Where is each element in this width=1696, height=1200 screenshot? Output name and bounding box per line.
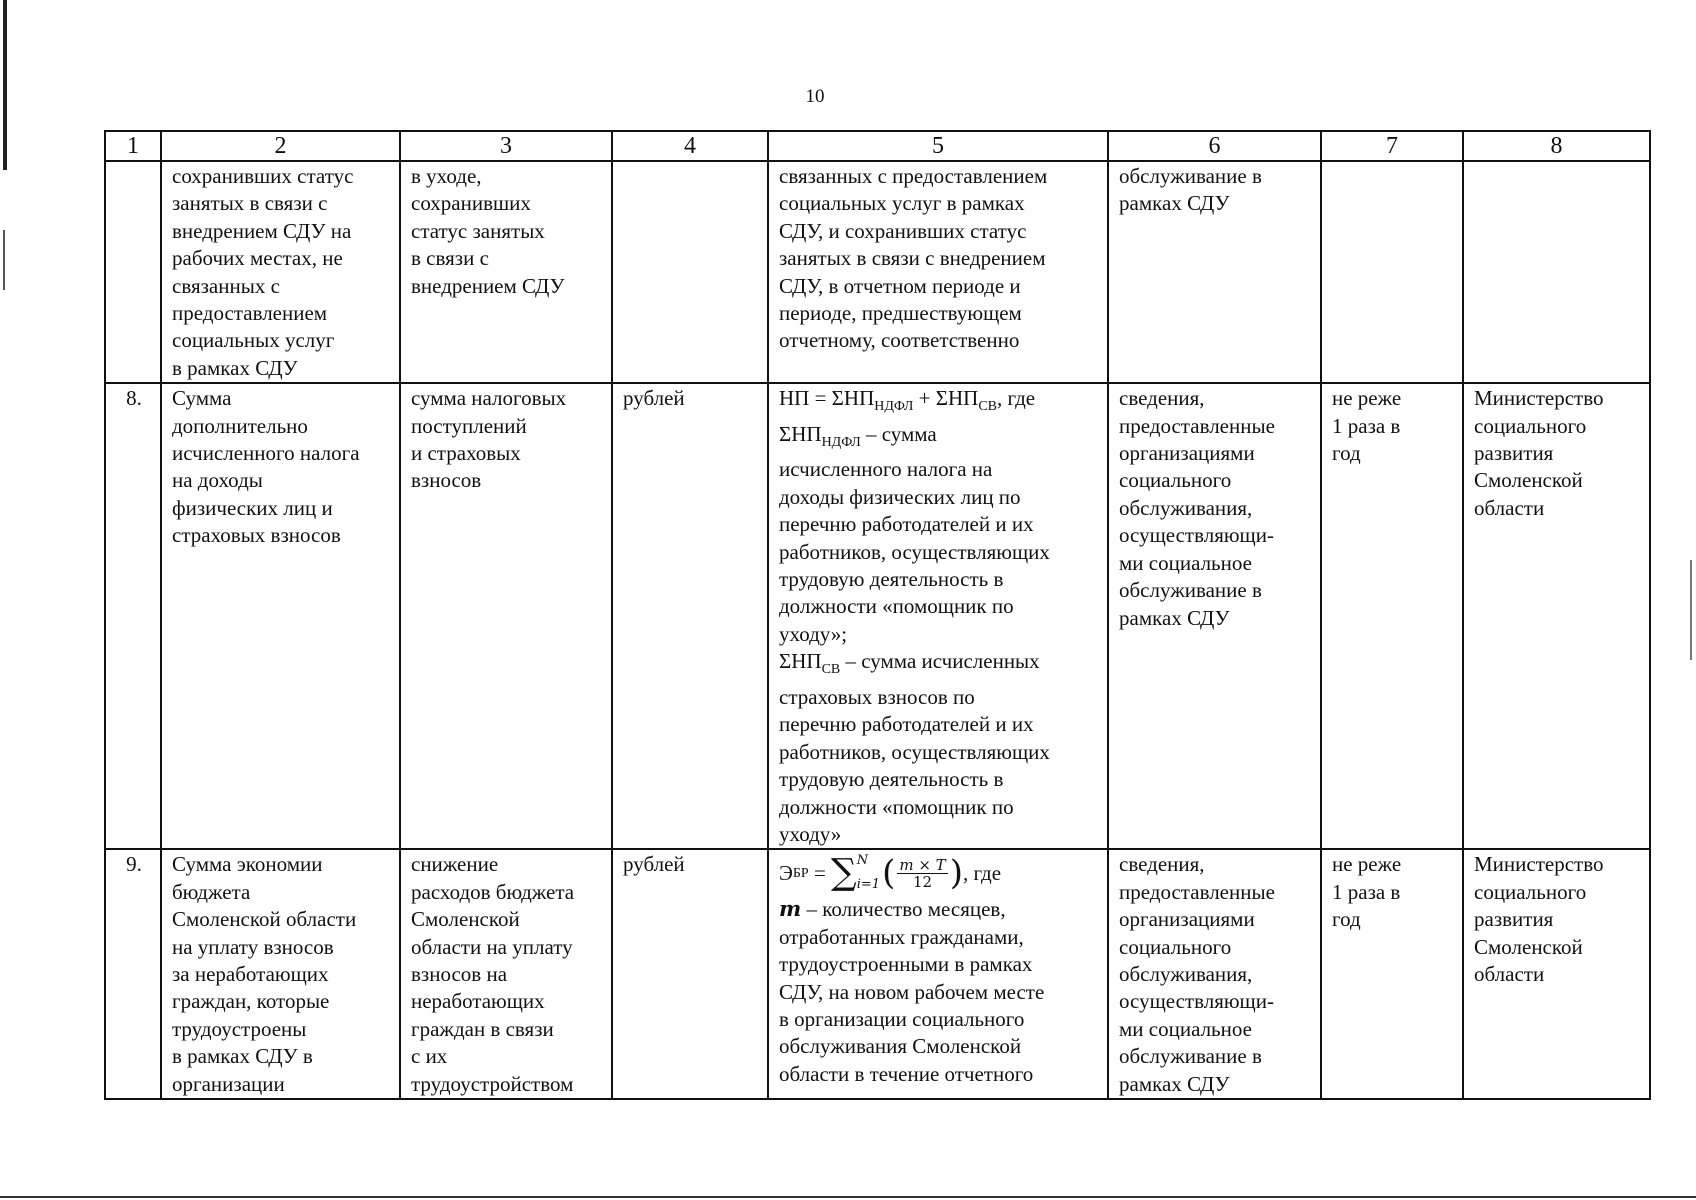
text-line: Сумма (172, 386, 232, 411)
row-number-cell (105, 161, 161, 383)
responsible-cell (1463, 849, 1650, 1099)
formula-part: – сумма (860, 421, 937, 446)
text-line: области (1474, 961, 1545, 986)
table-row (105, 849, 1650, 1099)
unit-cell: рублей (612, 849, 768, 1099)
scan-edge-mark (1690, 560, 1692, 660)
scan-edge-mark (3, 0, 7, 170)
formula-variable: m (779, 896, 802, 922)
text-line: обслуживание в (1119, 578, 1262, 603)
formula-part: ΣНП (779, 421, 822, 446)
definition-cell (400, 849, 612, 1099)
text-line: отчетному, соответственно (779, 328, 1020, 353)
column-header: 3 (400, 131, 612, 161)
text-line: сведения, (1119, 386, 1205, 411)
text-line: Министерство (1474, 386, 1604, 411)
text-line: взносов (411, 468, 482, 493)
text-line: развития (1474, 907, 1554, 932)
fraction-numerator: m × T (899, 855, 946, 874)
sigma-symbol: ∑ (831, 852, 857, 894)
column-header: 4 (612, 131, 768, 161)
row-number-cell: 8. (105, 383, 161, 849)
header-row (105, 131, 1650, 161)
text-line: неработающих (411, 989, 545, 1014)
text-line: с их (411, 1044, 448, 1069)
text-line: социального (1474, 413, 1587, 438)
column-header: 2 (161, 131, 400, 161)
formula-part: , где (962, 860, 1002, 885)
table-row (105, 383, 1650, 849)
text-line: за неработающих (172, 961, 329, 986)
text-line: рамках СДУ (1119, 605, 1230, 630)
text-line: физических лиц и (172, 495, 333, 520)
text-line: расходов бюджета (411, 879, 575, 904)
text-line: связанных с (172, 273, 280, 298)
formula-subscript: СВ (978, 399, 997, 415)
text-line: в организации социального (779, 1006, 1025, 1031)
formula-part: НП = ΣНП (779, 386, 875, 411)
formula-part: + ΣНП (913, 386, 979, 411)
method-cell (768, 383, 1108, 849)
summation-limits (857, 854, 880, 892)
text-line: работников, осуществляющих (779, 739, 1050, 764)
frequency-cell (1321, 849, 1463, 1099)
text-line: обслуживания Смоленской (779, 1034, 1022, 1059)
text-line: области в течение отчетного (779, 1061, 1034, 1086)
column-header: 5 (768, 131, 1108, 161)
text-line: Смоленской области (172, 907, 357, 932)
text-line: социального (1119, 934, 1232, 959)
text-line: уходу» (779, 821, 842, 846)
column-header: 8 (1463, 131, 1650, 161)
method-cell (768, 849, 1108, 1099)
text-line: осуществляющи- (1119, 989, 1274, 1014)
text-line: сохранивших статус (172, 164, 354, 188)
text-line: рамках СДУ (1119, 191, 1230, 216)
text-line: 1 раза в (1332, 413, 1401, 438)
formula-part: – количество месяцев, (801, 897, 1006, 922)
text-line: социальных услуг (172, 328, 335, 353)
text-line: снижение (411, 852, 499, 877)
page-number: 10 (805, 86, 825, 107)
text-line: граждан, которые (172, 989, 330, 1014)
text-line: перечню работодателей и их (779, 712, 1034, 737)
text-line: обслуживания, (1119, 961, 1253, 986)
formula-subscript: НДФЛ (821, 435, 861, 451)
paren-close: ) (949, 853, 963, 894)
frequency-cell (1321, 383, 1463, 849)
text-line: осуществляющи- (1119, 523, 1274, 548)
text-line: сумма налоговых (411, 386, 567, 411)
text-line: трудоустройством (411, 1071, 574, 1096)
text-line: бюджета (172, 879, 251, 904)
definition-cell (400, 383, 612, 849)
text-line: статус занятых (411, 218, 545, 243)
text-line: не реже (1332, 386, 1402, 411)
text-line: предоставлением (172, 301, 328, 326)
text-line: рамках СДУ (1119, 1071, 1230, 1096)
formula-part: ΣНП (779, 649, 822, 674)
source-cell (1108, 161, 1321, 383)
text-line: развития (1474, 441, 1554, 466)
text-line: доходы физических лиц по (779, 484, 1021, 509)
text-line: страховых взносов по (779, 684, 975, 709)
column-header: 1 (105, 131, 161, 161)
formula-definition (779, 895, 1099, 923)
text-line: социального (1474, 879, 1587, 904)
definition-cell (400, 161, 612, 383)
text-line: работников, осуществляющих (779, 539, 1050, 564)
text-line: должности «помощник по (779, 794, 1014, 819)
text-line: рабочих местах, не (172, 246, 343, 271)
text-line: на доходы (172, 468, 263, 493)
text-line: в уходе, (411, 164, 482, 188)
unit-cell: рублей (612, 383, 768, 849)
column-header: 7 (1321, 131, 1463, 161)
text-line: 1 раза в (1332, 879, 1401, 904)
budget-savings-formula (779, 851, 1099, 895)
text-line: дополнительно (172, 413, 308, 438)
text-line: периоде, предшествующем (779, 301, 1022, 326)
text-line: Сумма экономии (172, 852, 323, 877)
text-line: области на уплату (411, 934, 573, 959)
responsible-cell (1463, 161, 1650, 383)
formula-definition (779, 421, 1099, 457)
text-line: занятых в связи с внедрением (779, 246, 1046, 271)
text-line: обслуживание в (1119, 164, 1262, 188)
text-line: год (1332, 907, 1361, 932)
text-line: социальных услуг в рамках (779, 191, 1025, 216)
indicator-name-cell (161, 383, 400, 849)
method-cell (768, 161, 1108, 383)
text-line: исчисленного налога на (779, 457, 993, 482)
fraction (897, 857, 947, 890)
indicator-name-cell (161, 849, 400, 1099)
text-line: ми социальное (1119, 1016, 1252, 1041)
text-line: СДУ, в отчетном периоде и (779, 273, 1021, 298)
text-line: год (1332, 441, 1361, 466)
text-line: внедрением СДУ (411, 273, 565, 298)
formula-subscript: СВ (821, 662, 841, 678)
text-line: Смоленской (1474, 934, 1583, 959)
text-line: Смоленской (411, 907, 520, 932)
text-line: трудовую деятельность в (779, 567, 1004, 592)
text-line: организациями (1119, 907, 1255, 932)
text-line: ми социальное (1119, 550, 1252, 575)
unit-cell (612, 161, 768, 383)
text-line: и страховых (411, 441, 521, 466)
indicators-table (104, 130, 1651, 1100)
table-row (105, 161, 1650, 383)
text-line: взносов на (411, 961, 508, 986)
column-header: 6 (1108, 131, 1321, 161)
source-cell (1108, 383, 1321, 849)
formula-part: = (808, 860, 832, 885)
text-line: исчисленного налога (172, 441, 360, 466)
indicator-name-cell (161, 161, 400, 383)
sum-lower-limit: i=1 (856, 877, 881, 893)
text-line: предоставленные (1119, 413, 1275, 438)
frequency-cell (1321, 161, 1463, 383)
text-line: трудоустроены (172, 1016, 307, 1041)
text-line: в связи с (411, 246, 489, 271)
source-cell (1108, 849, 1321, 1099)
formula-subscript: БР (792, 865, 809, 881)
text-line: отработанных гражданами, (779, 924, 1024, 949)
formula-part: Э (779, 860, 793, 885)
text-line: на уплату взносов (172, 934, 334, 959)
text-line: СДУ, и сохранивших статус (779, 218, 1027, 243)
text-line: сохранивших (411, 191, 531, 216)
text-line: страховых взносов (172, 523, 341, 548)
text-line: трудовую деятельность в (779, 767, 1004, 792)
text-line: СДУ, на новом рабочем месте (779, 979, 1045, 1004)
scan-edge-mark (0, 1196, 1696, 1198)
text-line: связанных с предоставлением (779, 164, 1048, 188)
text-line: Министерство (1474, 852, 1604, 877)
text-line: трудоустроенными в рамках (779, 952, 1033, 977)
formula-part: – сумма исчисленных (840, 649, 1040, 674)
scan-edge-mark (3, 230, 5, 290)
text-line: граждан в связи (411, 1016, 554, 1041)
text-line: уходу»; (779, 621, 848, 646)
tax-formula (779, 385, 1099, 421)
formula-subscript: НДФЛ (874, 399, 914, 415)
text-line: организации (172, 1071, 285, 1096)
text-line: социального (1119, 468, 1232, 493)
text-line: обслуживание в (1119, 1044, 1262, 1069)
formula-part: , где (997, 386, 1036, 411)
text-line: в рамках СДУ (172, 355, 298, 380)
row-number-cell: 9. (105, 849, 161, 1099)
text-line: не реже (1332, 852, 1402, 877)
text-line: области (1474, 495, 1545, 520)
paren-open: ( (882, 853, 896, 894)
responsible-cell (1463, 383, 1650, 849)
summation (831, 854, 963, 892)
fraction-denominator: 12 (912, 872, 933, 891)
text-line: внедрением СДУ на (172, 218, 352, 243)
text-line: предоставленные (1119, 879, 1275, 904)
text-line: должности «помощник по (779, 594, 1014, 619)
formula-definition (779, 648, 1099, 684)
text-line: перечню работодателей и их (779, 512, 1034, 537)
text-line: Смоленской (1474, 468, 1583, 493)
text-line: поступлений (411, 413, 527, 438)
sum-upper-limit: N (856, 853, 869, 869)
text-line: обслуживания, (1119, 495, 1253, 520)
text-line: в рамках СДУ в (172, 1044, 313, 1069)
text-line: организациями (1119, 441, 1255, 466)
text-line: занятых в связи с (172, 191, 328, 216)
text-line: сведения, (1119, 852, 1205, 877)
